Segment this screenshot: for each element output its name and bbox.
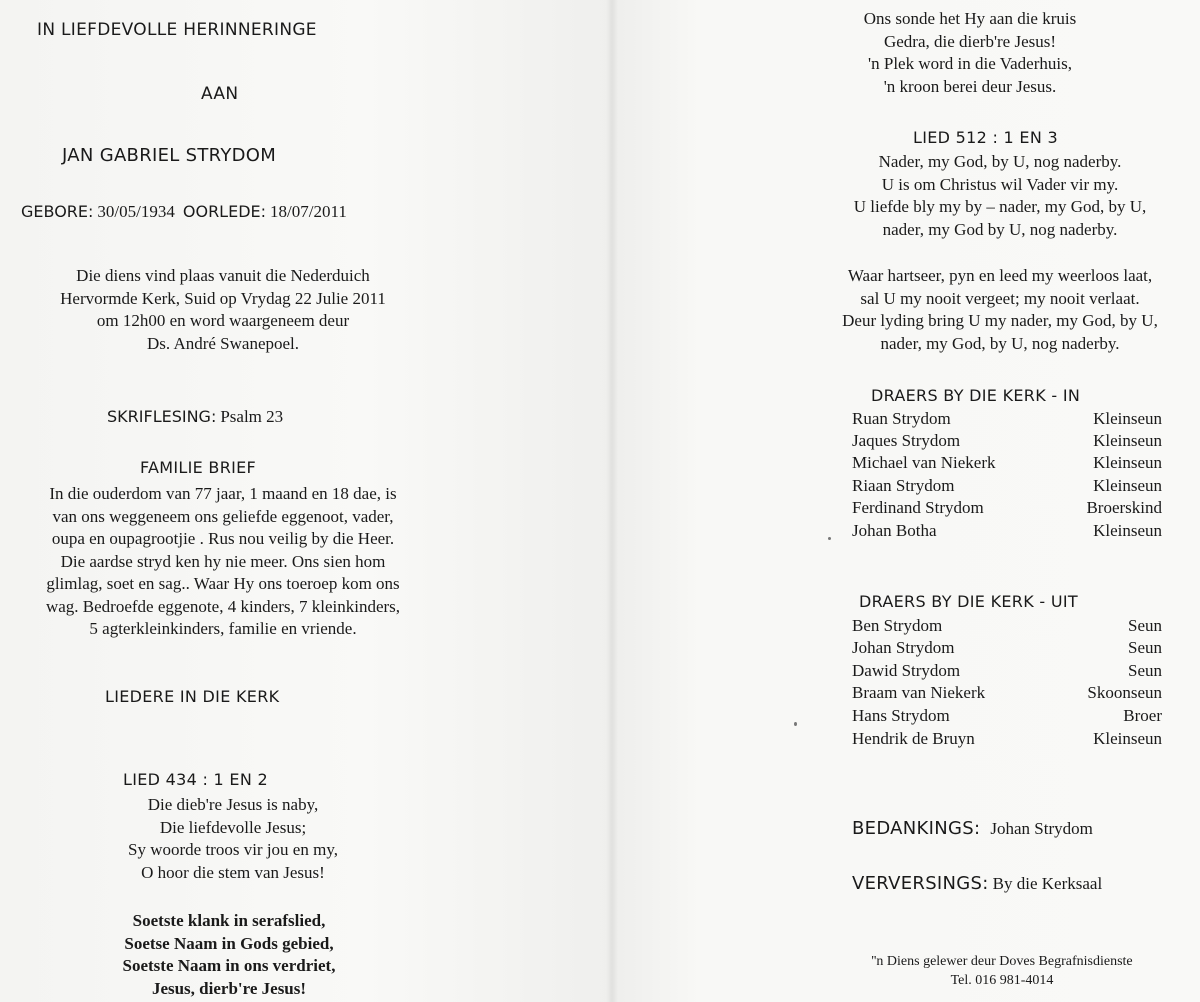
aan-label: AAN bbox=[201, 84, 239, 104]
bearer-relation: Kleinseun bbox=[1093, 453, 1162, 472]
family-line: In die ouderdom van 77 jaar, 1 maand en 18 dae, is bbox=[49, 484, 397, 503]
bearer-name: Ruan Strydom bbox=[852, 409, 951, 428]
songs-heading: LIEDERE IN DIE KERK bbox=[105, 687, 280, 706]
bearer-relation: Kleinseun bbox=[1093, 729, 1162, 748]
bearer-in-row bbox=[852, 453, 1162, 475]
bearer-name: Ferdinand Strydom bbox=[852, 498, 984, 517]
deceased-name: JAN GABRIEL STRYDOM bbox=[62, 145, 277, 166]
service-line: Hervormde Kerk, Suid op Vrydag 22 Julie 2011 bbox=[60, 288, 386, 308]
bearer-out-row bbox=[852, 661, 1162, 683]
verse-line: Die dieb're Jesus is naby, bbox=[147, 795, 319, 814]
verse-line: U is om Christus wil Vader vir my. bbox=[881, 174, 1119, 194]
family-line: Die aardse stryd ken hy nie meer. Ons sien hom bbox=[60, 551, 386, 571]
bearer-name: Johan Strydom bbox=[852, 638, 955, 657]
song2-verse1 bbox=[800, 151, 1200, 241]
bearer-relation: Broerskind bbox=[1086, 498, 1162, 517]
verse-line: O hoor die stem van Jesus! bbox=[141, 862, 325, 882]
bearer-out-row bbox=[852, 638, 1162, 660]
service-line: om 12h00 en word waargeneem deur bbox=[96, 311, 350, 330]
family-heading: FAMILIE BRIEF bbox=[140, 458, 257, 477]
bearer-relation: Skoonseun bbox=[1087, 683, 1162, 702]
bearer-in-row bbox=[852, 409, 1162, 431]
dates-line bbox=[21, 201, 347, 224]
bearer-relation: Seun bbox=[1128, 638, 1162, 657]
bearer-name: Jaques Strydom bbox=[852, 431, 961, 450]
died-date: 18/07/2011 bbox=[270, 202, 347, 221]
verse-line: nader, my God by U, nog naderby. bbox=[882, 219, 1118, 239]
verse-line: Gedra, die dierb're Jesus! bbox=[883, 31, 1057, 51]
bearer-relation: Seun bbox=[1128, 616, 1162, 635]
song1-verse2 bbox=[770, 8, 1170, 98]
page-fold bbox=[606, 0, 618, 1002]
reading-label: SKRIFLESING: bbox=[107, 407, 217, 426]
verse-line: Die liefdevolle Jesus; bbox=[159, 817, 307, 837]
bearer-relation: Broer bbox=[1123, 706, 1162, 725]
service-line: Ds. André Swanepoel. bbox=[146, 333, 300, 353]
paper-speck bbox=[794, 722, 797, 726]
footer-line: Tel. 016 981-4014 bbox=[950, 973, 1054, 988]
bearer-in-row bbox=[852, 521, 1162, 543]
service-line: Die diens vind plaas vanuit die Nederduich bbox=[76, 266, 370, 285]
refresh-line bbox=[852, 873, 1102, 896]
chorus-line: Jesus, dierb're Jesus! bbox=[151, 978, 307, 998]
verse-line: Nader, my God, by U, nog naderby. bbox=[878, 152, 1122, 171]
family-line: glimlag, soet en sag.. Waar Hy ons toeroep kom ons bbox=[46, 574, 400, 593]
bearer-relation: Kleinseun bbox=[1093, 521, 1162, 540]
refresh-value: By die Kerksaal bbox=[992, 874, 1103, 893]
song1-chorus bbox=[0, 910, 458, 1000]
bearer-relation: Seun bbox=[1128, 661, 1162, 680]
song2-heading: LIED 512 : 1 EN 3 bbox=[913, 128, 1058, 147]
verse-line: Sy woorde troos vir jou en my, bbox=[128, 840, 338, 859]
reading-value: Psalm 23 bbox=[220, 407, 284, 426]
bearer-name: Braam van Niekerk bbox=[852, 683, 986, 702]
verse-line: 'n kroon berei deur Jesus. bbox=[883, 76, 1057, 96]
family-paragraph bbox=[0, 483, 446, 641]
family-line: 5 agterkleinkinders, familie en vriende. bbox=[89, 619, 357, 638]
song1-heading: LIED 434 : 1 EN 2 bbox=[123, 770, 268, 789]
bearer-in-row bbox=[852, 476, 1162, 498]
bearer-name: Johan Botha bbox=[852, 521, 937, 540]
died-label: OORLEDE: bbox=[182, 202, 267, 221]
footer bbox=[812, 952, 1192, 990]
bearer-out-row bbox=[852, 683, 1162, 705]
memorial-title: IN LIEFDEVOLLE HERINNERINGE bbox=[37, 20, 317, 40]
chorus-line: Soetste Naam in ons verdriet, bbox=[122, 956, 336, 975]
bearer-name: Riaan Strydom bbox=[852, 476, 955, 495]
family-line: van ons weggeneem ons geliefde eggenoot, vader, bbox=[52, 506, 394, 526]
bearer-name: Michael van Niekerk bbox=[852, 453, 996, 472]
born-label: GEBORE: bbox=[21, 202, 94, 221]
family-line: wag. Bedroefde eggenote, 4 kinders, 7 kleinkinders, bbox=[45, 596, 401, 616]
song2-verse3 bbox=[800, 265, 1200, 355]
born-date: 30/05/1934 bbox=[97, 202, 175, 221]
bearer-out-row bbox=[852, 706, 1162, 728]
bearer-name: Hendrik de Bruyn bbox=[852, 729, 975, 748]
bearer-name: Hans Strydom bbox=[852, 706, 950, 725]
thanks-line bbox=[852, 818, 1093, 841]
refresh-label: VERVERSINGS: bbox=[852, 873, 989, 894]
thanks-value: Johan Strydom bbox=[990, 819, 1093, 838]
family-line: oupa en oupagrootjie . Rus nou veilig by die Heer. bbox=[51, 529, 395, 548]
bearer-in-row bbox=[852, 431, 1162, 453]
bearers-out-heading: DRAERS BY DIE KERK - UIT bbox=[859, 592, 1078, 611]
thanks-label: BEDANKINGS: bbox=[852, 818, 981, 839]
paper-speck bbox=[828, 537, 831, 540]
verse-line: Deur lyding bring U my nader, my God, by U, bbox=[842, 311, 1158, 330]
bearer-in-row bbox=[852, 498, 1162, 520]
bearer-relation: Kleinseun bbox=[1093, 431, 1162, 450]
bearers-in-heading: DRAERS BY DIE KERK - IN bbox=[871, 386, 1081, 405]
bearer-name: Dawid Strydom bbox=[852, 661, 961, 680]
verse-line: nader, my God, by U, nog naderby. bbox=[880, 333, 1120, 353]
footer-line: ''n Diens gelewer deur Doves Begrafnisdienste bbox=[871, 954, 1133, 969]
bearer-relation: Kleinseun bbox=[1093, 476, 1162, 495]
bearer-out-row bbox=[852, 729, 1162, 751]
bearer-name: Ben Strydom bbox=[852, 616, 943, 635]
chorus-line: Soetste klank in serafslied, bbox=[132, 911, 326, 930]
verse-line: 'n Plek word in die Vaderhuis, bbox=[868, 54, 1072, 73]
verse-line: Waar hartseer, pyn en leed my weerloos laat, bbox=[847, 266, 1153, 285]
verse-line: sal U my nooit vergeet; my nooit verlaat. bbox=[860, 288, 1140, 308]
chorus-line: Soetse Naam in Gods gebied, bbox=[124, 933, 334, 953]
reading-line bbox=[107, 406, 283, 429]
verse-line: Ons sonde het Hy aan die kruis bbox=[863, 9, 1077, 28]
song1-verse1 bbox=[0, 794, 466, 884]
bearer-relation: Kleinseun bbox=[1093, 409, 1162, 428]
verse-line: U liefde bly my by – nader, my God, by U, bbox=[853, 197, 1147, 216]
bearer-out-row bbox=[852, 616, 1162, 638]
service-paragraph bbox=[0, 265, 446, 355]
